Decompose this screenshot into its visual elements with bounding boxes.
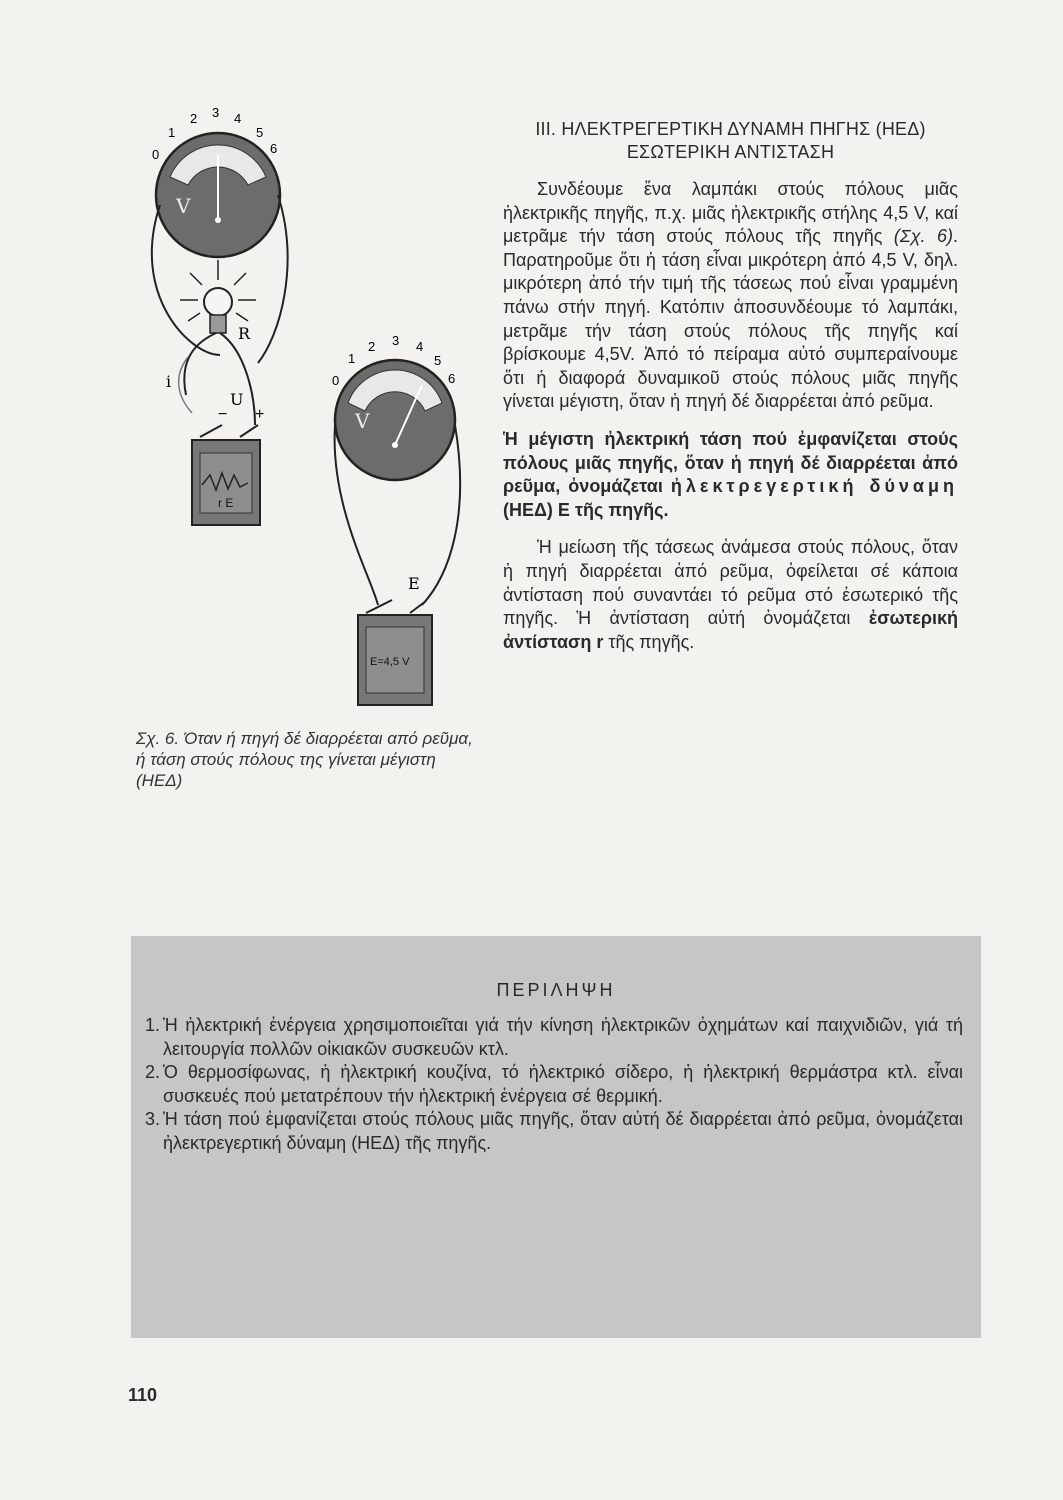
svg-text:3: 3: [392, 333, 400, 348]
emf-label: E: [408, 574, 420, 593]
svg-text:1: 1: [168, 125, 176, 140]
summary-item: 1. Ἡ ἠλεκτρική ἐνέργεια χρησιμοποιεῖται γιά τήν κίνηση ἠλεκτρικῶν ὀχημάτων καί παιχνιδιῶν, γιά τή λειτουργία πολλῶν οἰκιακῶν συσκευῶν κτλ.: [145, 1015, 963, 1059]
summary-list: [145, 1014, 963, 1155]
svg-text:4: 4: [234, 111, 242, 126]
voltmeter-top-symbol: V: [176, 194, 191, 218]
paragraph-experiment: Συνδέουμε ἕνα λαμπάκι στούς πόλους μιᾶς ἠλεκτρικῆς πηγῆς, π.χ. μιᾶς ἠλεκτρικῆς στήλης 4,5 V, καί μετρᾶμε τήν τάση στούς πόλους τῆς πηγῆς (Σχ. 6). Παρατηροῦμε ὅτι ἡ τάση εἶναι μικρότερη ἀπό 4,5 V, δηλ. μικρότερη ἀπό τήν τιμή τῆς τάσεως πού εἶναι γραμμένη πάνω στήν πηγή. Κατόπιν ἀποσυνδέουμε τό λαμπάκι, μετρᾶμε τήν τάση στούς πόλους τῆς πηγῆς καί βρίσκουμε 4,5V. Ἀπό τό πείραμα αὐτό συμπεραίνουμε ὅτι ἡ διαφορά δυναμικοῦ στούς πόλους μιᾶς πηγῆς γίνεται μέγιστη, ὅταν ἡ πηγή δέ διαρρέεται ἀπό ρεῦμα.: [503, 179, 959, 412]
internal-resistance-term: ἐσωτερική ἀντίσταση r: [503, 608, 958, 652]
svg-text:5: 5: [256, 125, 264, 140]
svg-text:0: 0: [152, 147, 160, 162]
emf-definition: Ἡ μέγιστη ἠλεκτρική τάση πού ἐμφανίζεται στούς πόλους μιᾶς πηγῆς, ὅταν ἡ πηγή δέ διαρρέεται ἀπό ρεῦμα, ὀνομάζεται ἠλεκτρεγερτική δύναμη (ΗΕΔ) Ε τῆς πηγῆς.: [503, 428, 959, 520]
resistor-label: R: [238, 324, 251, 343]
summary-item: 2. Ὁ θερμοσίφωνας, ἡ ἠλεκτρική κουζίνα, τό ἠλεκτρικό σίδερο, ἡ ἠλεκτρική θερμάστρα κτλ. εἶναι συσκευές πού μετατρέπουν τήν ἠλεκτρική ἐνέργεια σέ θερμική.: [145, 1062, 963, 1106]
figure-voltmeter-circuits: [130, 95, 490, 735]
summary-item: 3. Ἡ τάση πού ἐμφανίζεται στούς πόλους μιᾶς πηγῆς, ὅταν αὐτή δέ διαρρέεται ἀπό ρεῦμα, ὀνομάζεται ἠλεκτρεγερτική δύναμη (ΗΕΔ) τῆς πηγῆς.: [145, 1109, 963, 1153]
svg-text:+: +: [255, 406, 265, 423]
figure-reference: (Σχ. 6): [893, 226, 953, 247]
voltmeter-bottom-symbol: V: [355, 409, 370, 433]
svg-text:5: 5: [434, 353, 442, 368]
lamp: [180, 260, 256, 343]
battery-left: [192, 425, 260, 525]
summary-title: ΠΕΡΙΛΗΨΗ: [496, 980, 616, 1000]
svg-text:3: 3: [212, 105, 220, 120]
svg-text:r E: r E: [218, 496, 234, 510]
svg-text:6: 6: [270, 141, 278, 156]
paragraph-internal-resistance: Ἡ μείωση τῆς τάσεως ἀνάμεσα στούς πόλους, ὅταν ἡ πηγή διαρρέεται ἀπό ρεῦμα, ὀφείλεται σέ κάποια ἀντίσταση πού συναντάει τό ρεῦμα στό ἐσωτερικό τῆς πηγῆς. Ἡ ἀντίσταση αὐτή ὀνομάζεται ἐσωτερική ἀντίσταση r τῆς πηγῆς.: [503, 537, 958, 652]
voltmeter-bottom: [332, 333, 455, 480]
emf-term: ἠλεκτρεγερτική δύναμη: [670, 476, 959, 497]
summary-box: [131, 936, 981, 1338]
svg-text:2: 2: [368, 339, 376, 354]
voltage-label: U: [230, 390, 244, 409]
svg-text:4: 4: [416, 339, 424, 354]
voltmeter-top: [152, 105, 280, 257]
current-label: i: [166, 372, 172, 391]
battery-right: [358, 600, 432, 705]
svg-text:6: 6: [448, 371, 456, 386]
figure-caption: Σχ. 6. Όταν ή πηγή δέ διαρρέεται από ρεῦμα, ή τάση στούς πόλους της γίνεται μέγιστη (ΗΕΔ): [136, 729, 473, 790]
section-heading: ΙΙΙ. ΗΛΕΚΤΡΕΓΕΡΤΙΚΗ ΔΥΝΑΜΗ ΠΗΓΗΣ (ΗΕΔ) ΕΣΩΤΕΡΙΚΗ ΑΝΤΙΣΤΑΣΗ: [535, 119, 926, 162]
page-number: 110: [128, 1385, 158, 1405]
svg-text:−: −: [218, 406, 228, 423]
section-text: [503, 118, 958, 654]
svg-text:2: 2: [190, 111, 198, 126]
battery-value-label: E=4,5 V: [370, 656, 410, 668]
svg-text:1: 1: [348, 351, 356, 366]
svg-text:0: 0: [332, 373, 340, 388]
